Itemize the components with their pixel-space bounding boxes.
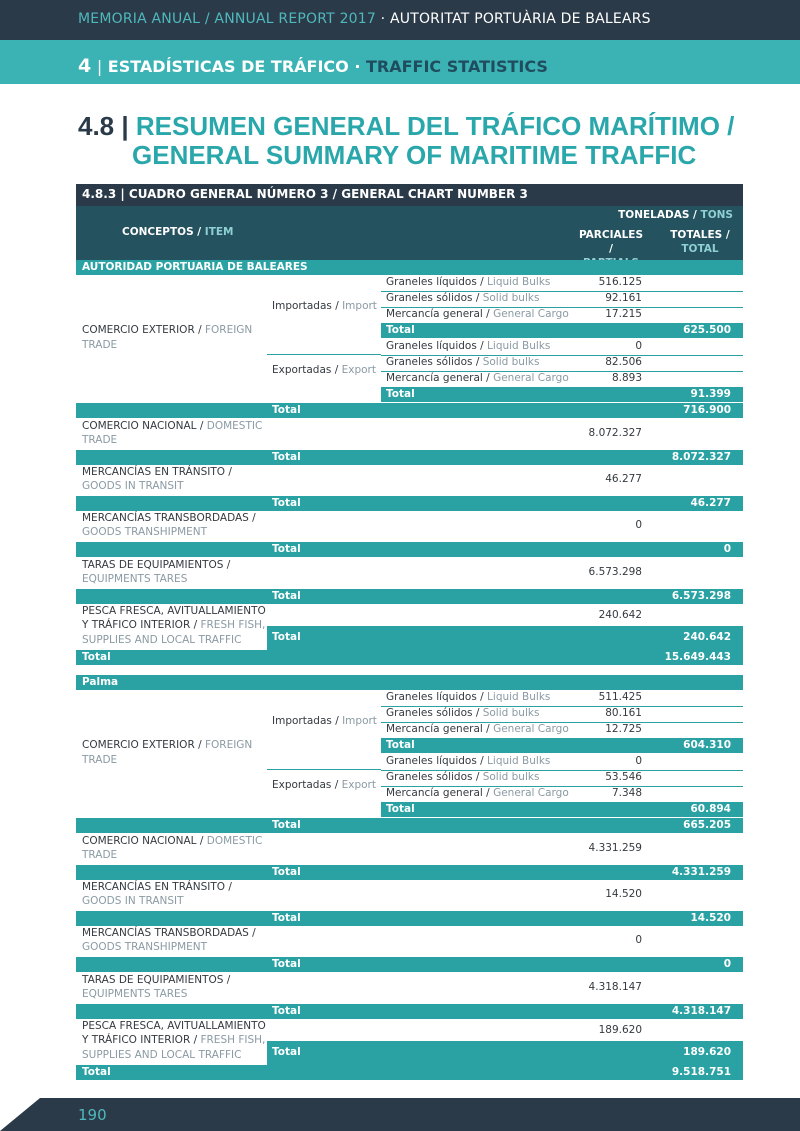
section-1-tranship-total-label: Total: [272, 958, 301, 970]
section-1-import-liquid-label-en: Liquid Bulks: [487, 691, 551, 703]
section-1-export-solid-label-en: Solid bulks: [482, 771, 540, 783]
section-1-import-label-en: Import: [342, 715, 377, 727]
section-0-domestic-value: 8.072.327: [588, 427, 642, 439]
page-number: 190: [78, 1106, 107, 1124]
section-1-import-solid-value: 80.161: [605, 707, 642, 719]
section-1-foreign-total-value: 665.205: [683, 819, 731, 831]
section-0-domestic-total-value: 8.072.327: [671, 451, 731, 463]
section-1-tares-value: 4.318.147: [588, 981, 642, 993]
section-1-domestic-label: [82, 835, 262, 847]
section-0-tares-label-b: EQUIPMENTS TARES: [82, 573, 188, 585]
section-0-tares-label: TARAS DE EQUIPAMIENTOS /: [82, 559, 231, 571]
section-1-pesca-value: 189.620: [598, 1024, 642, 1036]
section-0-transit-value: 46.277: [605, 473, 642, 485]
section-0-export-label-es: Exportadas /: [272, 364, 339, 376]
section-1-import-total-value: 604.310: [683, 739, 731, 751]
section-1-pesca-label: PESCA FRESCA, AVITUALLAMIENTO: [82, 1020, 266, 1032]
section-0-pesca-label: PESCA FRESCA, AVITUALLAMIENTO: [82, 605, 266, 617]
section-1-pesca-label-c: SUPPLIES AND LOCAL TRAFFIC: [82, 1049, 242, 1061]
section-1-tares-label: TARAS DE EQUIPAMIENTOS /: [82, 974, 231, 986]
table-header: [76, 206, 743, 260]
section-0-name: AUTORIDAD PORTUARIA DE BALEARES: [82, 261, 308, 273]
section-1-export-solid-value: 53.546: [605, 771, 642, 783]
section-1-import-divider: [267, 769, 381, 770]
totals-label-es: TOTALES /: [670, 229, 730, 241]
section-1-tares-label-b: EQUIPMENTS TARES: [82, 988, 188, 1000]
section-0-import-solid-label-en: Solid bulks: [482, 292, 540, 304]
section-1-tranship-total-value: 0: [723, 958, 731, 970]
section-1-domestic-total-value: 4.331.259: [671, 866, 731, 878]
section-1-foreign-total-label: Total: [272, 819, 301, 831]
section-1-import-solid-label: [386, 707, 539, 719]
section-1-transit-total-value: 14.520: [690, 912, 731, 924]
section-bar: [0, 40, 800, 84]
section-0-pesca-label-c: SUPPLIES AND LOCAL TRAFFIC: [82, 634, 242, 646]
chart-title: 4.8.3 | CUADRO GENERAL NÚMERO 3 / GENERAL CHART NUMBER 3: [82, 187, 528, 201]
top-bar: [0, 0, 800, 40]
section-1-import-label: [272, 715, 377, 727]
section-1-export-total-value: 60.894: [690, 803, 731, 815]
section-0-export-total-label: Total: [386, 388, 415, 400]
section-0-import-general-value: 17.215: [605, 308, 642, 320]
section-1-import-solid-label-en: Solid bulks: [482, 707, 540, 719]
section-separator: |: [96, 57, 103, 76]
section-0-transit-label: MERCANCÍAS EN TRÁNSITO /: [82, 466, 232, 478]
section-0-export-solid-label: [386, 356, 539, 368]
section-0-tranship-label-b: GOODS TRANSHIPMENT: [82, 526, 208, 538]
section-0-import-solid-value: 92.161: [605, 292, 642, 304]
tons-label-en: TONS: [700, 209, 733, 221]
section-1-pesca-total-label: Total: [272, 1046, 301, 1058]
section-0-export-liquid-value: 0: [635, 340, 642, 352]
section-0-pesca-total-value: 240.642: [683, 631, 731, 643]
section-0-tranship-label: MERCANCÍAS TRANSBORDADAS /: [82, 512, 256, 524]
section-1-export-liquid-label-en: Liquid Bulks: [487, 755, 551, 767]
section-dot: ·: [354, 57, 361, 76]
page-title-line1: RESUMEN GENERAL DEL TRÁFICO MARÍTIMO /: [135, 111, 735, 141]
item-label-es: CONCEPTOS /: [122, 226, 202, 238]
section-0-tranship-total-label: Total: [272, 543, 301, 555]
page-title-number: 4.8 |: [78, 111, 129, 141]
section-1-foreign-label-es: COMERCIO EXTERIOR /: [82, 739, 202, 751]
section-0-import-liquid-label-en: Liquid Bulks: [487, 276, 551, 288]
item-label-en: ITEM: [204, 226, 234, 238]
section-1-grand-total-value: 9.518.751: [671, 1066, 731, 1078]
section-1-import-liquid-value: 511.425: [598, 691, 642, 703]
section-1-import-liquid-label-es: Graneles líquidos /: [386, 691, 484, 703]
chart-title-bar: [76, 184, 743, 206]
section-1-transit-total-label: Total: [272, 912, 301, 924]
section-0-domestic-label-es: COMERCIO NACIONAL /: [82, 420, 204, 432]
section-1-pesca-label-b-es: Y TRÁFICO INTERIOR /: [82, 1034, 198, 1046]
section-0-import-solid-label-es: Graneles sólidos /: [386, 292, 480, 304]
report-header: [78, 11, 651, 27]
section-0-export-liquid-label-en: Liquid Bulks: [487, 340, 551, 352]
section-1-import-general-value: 12.725: [605, 723, 642, 735]
section-1-tranship-label: MERCANCÍAS TRANSBORDADAS /: [82, 927, 256, 939]
section-1-foreign-label-en: FOREIGN: [204, 739, 253, 751]
section-1-export-solid-label: [386, 771, 539, 783]
section-1-tares-total-label: Total: [272, 1005, 301, 1017]
section-1-export-general-label-en: General Cargo: [493, 787, 569, 799]
section-0-pesca-value: 240.642: [598, 609, 642, 621]
section-1-tares-total-value: 4.318.147: [671, 1005, 731, 1017]
page-title: [78, 112, 734, 170]
section-0-foreign-label: [82, 324, 252, 336]
section-1-pesca-label-b: [82, 1034, 265, 1046]
section-0-foreign-total-label: Total: [272, 404, 301, 416]
section-title-en: TRAFFIC STATISTICS: [366, 57, 548, 76]
section-1-export-solid-label-es: Graneles sólidos /: [386, 771, 480, 783]
report-year: 2017: [339, 11, 377, 27]
section-1-foreign-label-c: TRADE: [82, 754, 118, 766]
report-title-en: ANNUAL REPORT: [214, 11, 335, 27]
section-1-export-label-en: Export: [341, 779, 376, 791]
section-1-transit-value: 14.520: [605, 888, 642, 900]
section-0-tranship-value: 0: [635, 519, 642, 531]
section-1-import-total-label: Total: [386, 739, 415, 751]
section-0-grand-total-label: Total: [82, 651, 111, 663]
section-1-import-general-label-es: Mercancía general /: [386, 723, 490, 735]
section-0-transit-total-label: Total: [272, 497, 301, 509]
section-0-import-label-es: Importadas /: [272, 300, 339, 312]
section-heading: [78, 55, 548, 77]
section-0-domestic-label-c: TRADE: [82, 434, 118, 446]
column-header-item: [122, 226, 234, 238]
section-0-export-general-label-en: General Cargo: [493, 372, 569, 384]
totals-label-en: TOTAL: [681, 243, 719, 255]
section-0-import-liquid-label-es: Graneles líquidos /: [386, 276, 484, 288]
section-1-export-general-label-es: Mercancía general /: [386, 787, 490, 799]
section-0-foreign-total-value: 716.900: [683, 404, 731, 416]
section-0-import-label-en: Import: [342, 300, 377, 312]
section-0-export-solid-label-en: Solid bulks: [482, 356, 540, 368]
section-0-import-general-label-es: Mercancía general /: [386, 308, 490, 320]
section-0-import-general-label-en: General Cargo: [493, 308, 569, 320]
section-number: 4: [78, 55, 92, 77]
section-0-pesca-label-b: [82, 619, 265, 631]
section-0-import-label: [272, 300, 377, 312]
section-0-domestic-label: [82, 420, 262, 432]
section-1-pesca-label-b-en: FRESH FISH,: [200, 1034, 266, 1046]
page-title-line2: GENERAL SUMMARY OF MARITIME TRAFFIC: [132, 140, 697, 170]
section-1-pesca-total-value: 189.620: [683, 1046, 731, 1058]
section-0-foreign-label-en: FOREIGN: [204, 324, 253, 336]
section-1-domestic-label-en: DOMESTIC: [206, 835, 263, 847]
header-dot: ·: [380, 11, 386, 27]
section-1-grand-total-label: Total: [82, 1066, 111, 1078]
column-header-tons: [618, 209, 733, 221]
section-title-es: ESTADÍSTICAS DE TRÁFICO: [107, 57, 349, 76]
section-1-export-liquid-label-es: Graneles líquidos /: [386, 755, 484, 767]
section-0-import-divider: [267, 354, 381, 355]
section-1-foreign-label: [82, 739, 252, 751]
section-1-import-label-es: Importadas /: [272, 715, 339, 727]
section-1-export-label: [272, 779, 376, 791]
section-1-domestic-label-es: COMERCIO NACIONAL /: [82, 835, 204, 847]
section-0-foreign-label-es: COMERCIO EXTERIOR /: [82, 324, 202, 336]
section-1-transit-label: MERCANCÍAS EN TRÁNSITO /: [82, 881, 232, 893]
footer-bar: [0, 1098, 800, 1131]
section-0-foreign-label-c: TRADE: [82, 339, 118, 351]
tons-label-es: TONELADAS /: [618, 209, 697, 221]
header-separator: /: [204, 11, 210, 27]
section-0-pesca-total-label: Total: [272, 631, 301, 643]
section-0-tranship-total-value: 0: [723, 543, 731, 555]
section-1-export-total-label: Total: [386, 803, 415, 815]
section-0-export-total-value: 91.399: [690, 388, 731, 400]
section-0-domestic-label-en: DOMESTIC: [206, 420, 263, 432]
section-0-domestic-total-label: Total: [272, 451, 301, 463]
section-0-grand-total-value: 15.649.443: [664, 651, 731, 663]
section-0-export-solid-label-es: Graneles sólidos /: [386, 356, 480, 368]
section-1-tranship-label-b: GOODS TRANSHIPMENT: [82, 941, 208, 953]
partials-label-es: PARCIALES /: [578, 229, 644, 255]
section-0-export-general-value: 8.893: [611, 372, 642, 384]
section-0-import-solid-label: [386, 292, 539, 304]
section-0-transit-label-b: GOODS IN TRANSIT: [82, 480, 184, 492]
report-title-es: MEMORIA ANUAL: [78, 11, 201, 27]
section-0-tares-total-value: 6.573.298: [671, 590, 731, 602]
column-header-totals: [664, 228, 736, 256]
section-1-import-solid-label-es: Graneles sólidos /: [386, 707, 480, 719]
section-1-domestic-label-c: TRADE: [82, 849, 118, 861]
section-1-tranship-value: 0: [635, 934, 642, 946]
section-1-export-label-es: Exportadas /: [272, 779, 339, 791]
section-1-name: Palma: [82, 676, 119, 688]
section-1-domestic-value: 4.331.259: [588, 842, 642, 854]
organization-name: AUTORITAT PORTUÀRIA DE BALEARS: [389, 11, 651, 27]
section-0-export-liquid-label-es: Graneles líquidos /: [386, 340, 484, 352]
section-0-export-solid-value: 82.506: [605, 356, 642, 368]
section-1-name-band: [76, 675, 743, 690]
section-1-transit-label-b: GOODS IN TRANSIT: [82, 895, 184, 907]
section-1-domestic-total-label: Total: [272, 866, 301, 878]
section-0-export-label: [272, 364, 376, 376]
section-0-export-label-en: Export: [341, 364, 376, 376]
section-1-export-liquid-value: 0: [635, 755, 642, 767]
section-0-pesca-label-b-es: Y TRÁFICO INTERIOR /: [82, 619, 198, 631]
section-0-import-liquid-value: 516.125: [598, 276, 642, 288]
section-1-export-general-value: 7.348: [611, 787, 642, 799]
section-0-pesca-label-b-en: FRESH FISH,: [200, 619, 266, 631]
section-0-import-total-label: Total: [386, 324, 415, 336]
section-0-export-general-label-es: Mercancía general /: [386, 372, 490, 384]
section-0-tares-total-label: Total: [272, 590, 301, 602]
section-0-import-total-value: 625.500: [683, 324, 731, 336]
footer-wedge: [0, 1098, 40, 1131]
section-1-import-general-label-en: General Cargo: [493, 723, 569, 735]
section-0-tares-value: 6.573.298: [588, 566, 642, 578]
section-0-transit-total-value: 46.277: [690, 497, 731, 509]
